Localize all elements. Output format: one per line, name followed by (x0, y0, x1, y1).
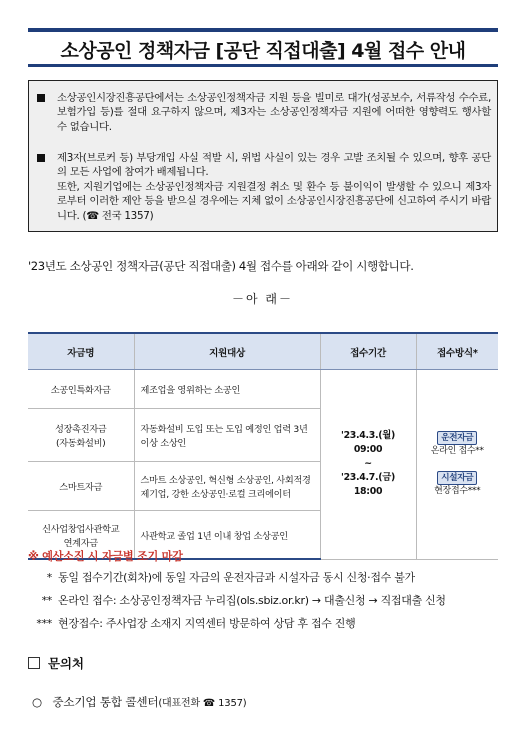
fund-target: 자동화설비 도입 또는 도입 예정인 업력 3년 이상 소상인 (134, 409, 320, 462)
badge-operating: 운전자금 (437, 431, 477, 445)
badge-facility: 시설자금 (437, 471, 477, 485)
method-online: 온라인 접수** (430, 446, 484, 457)
table-header-row (28, 333, 498, 370)
header-target: 지원대상 (134, 333, 320, 370)
checkbox-square-icon (28, 657, 40, 669)
footnote-2 (28, 592, 508, 608)
header-fund-name: 자금명 (28, 333, 134, 370)
circle-bullet-icon: ○ (32, 695, 42, 709)
period-end: '23.4.7.(금) 18:00 (341, 472, 395, 498)
contact-heading-text: 문의처 (48, 656, 84, 671)
notice-text-1: 소상공인시장진흥공단에서는 소상공인정책자금 지원 등을 빌미로 대가(성공보수, 서류작성 수수료, 보험가입 등)를 절대 요구하지 않으며, 제3자는 소상공인정책자금 지원에 어떠한 영향력도 행사할 수 없습니다. (57, 92, 491, 133)
footnote-3 (28, 615, 508, 631)
header-method: 접수방식* (416, 333, 498, 370)
period-cell (320, 370, 416, 560)
title-rule-top (28, 28, 498, 32)
footnote-mark: * (46, 571, 52, 584)
fund-target: 제조업을 영위하는 소공인 (134, 370, 320, 409)
intro-text: '23년도 소상공인 정책자금(공단 직접대출) 4월 접수를 아래와 같이 시행합니다. (28, 259, 414, 273)
footnote-text: 현장접수: 주사업장 소재지 지역센터 방문하여 상담 후 접수 진행 (58, 617, 356, 630)
ara-heading: －아 래－ (232, 292, 293, 306)
fund-table (28, 332, 498, 560)
notice-text-3: 또한, 지원기업에는 소상공인정책자금 지원결정 취소 및 환수 등 불이익이 발생할 수 있으니 제3자로부터 이러한 제안 등을 받으실 경우에는 지체 없이 소상공인시장진흥공단에 신고하여 주시기 바랍니다. (☎ 전국 1357) (57, 180, 491, 222)
fund-name: 신사업창업사관학교 연계자금 (28, 511, 134, 560)
square-bullet-icon (37, 154, 45, 162)
contact-name: 중소기업 통합 콜센터 (52, 695, 159, 709)
period-tilde: ~ (364, 458, 372, 470)
method-cell (416, 370, 498, 560)
notice-item-1 (37, 91, 491, 134)
period-start: '23.4.3.(월) 09:00 (341, 430, 395, 456)
fund-name: 성장촉진자금 (자동화설비) (28, 409, 134, 462)
contact-phone: (대표전화 ☎ 1357) (158, 698, 247, 709)
budget-warning: ※ 예산소진 시 자금별 조기 마감 (28, 550, 183, 563)
title-rule-bottom (28, 64, 498, 67)
footnote-text: 동일 접수기간(회차)에 동일 자금의 운전자금과 시설자금 동시 신청·접수 불가 (58, 571, 415, 584)
footnote-mark: *** (36, 617, 52, 630)
footnote-1 (28, 569, 508, 585)
fund-name: 스마트자금 (28, 462, 134, 511)
page-title: 소상공인 정책자금 [공단 직접대출] 4월 접수 안내 (60, 40, 466, 62)
notice-item-2 (37, 151, 491, 223)
table-row (28, 370, 498, 409)
fund-target: 스마트 소상공인, 혁신형 소상공인, 사회적경제기업, 강한 소상공인·로컬 크리에이터 (134, 462, 320, 511)
notice-text-2: 제3자(브로커 등) 부당개입 사실 적발 시, 위법 사실이 있는 경우 고발 조치될 수 있으며, 향후 공단의 모든 사업에 참여가 배제됩니다. (57, 152, 491, 179)
contact-line (32, 694, 246, 710)
footnote-mark: ** (41, 594, 52, 607)
header-period: 접수기간 (320, 333, 416, 370)
notice-box (28, 80, 498, 232)
fund-target: 사관학교 졸업 1년 이내 창업 소상공인 (134, 511, 320, 560)
method-onsite: 현장접수*** (434, 486, 481, 497)
fund-name: 소공인특화자금 (28, 370, 134, 409)
footnote-text: 온라인 접수: 소상공인정책자금 누리집(ols.sbiz.or.kr) → 대출신청 → 직접대출 신청 (58, 594, 446, 607)
square-bullet-icon (37, 94, 45, 102)
contact-heading (28, 654, 84, 672)
